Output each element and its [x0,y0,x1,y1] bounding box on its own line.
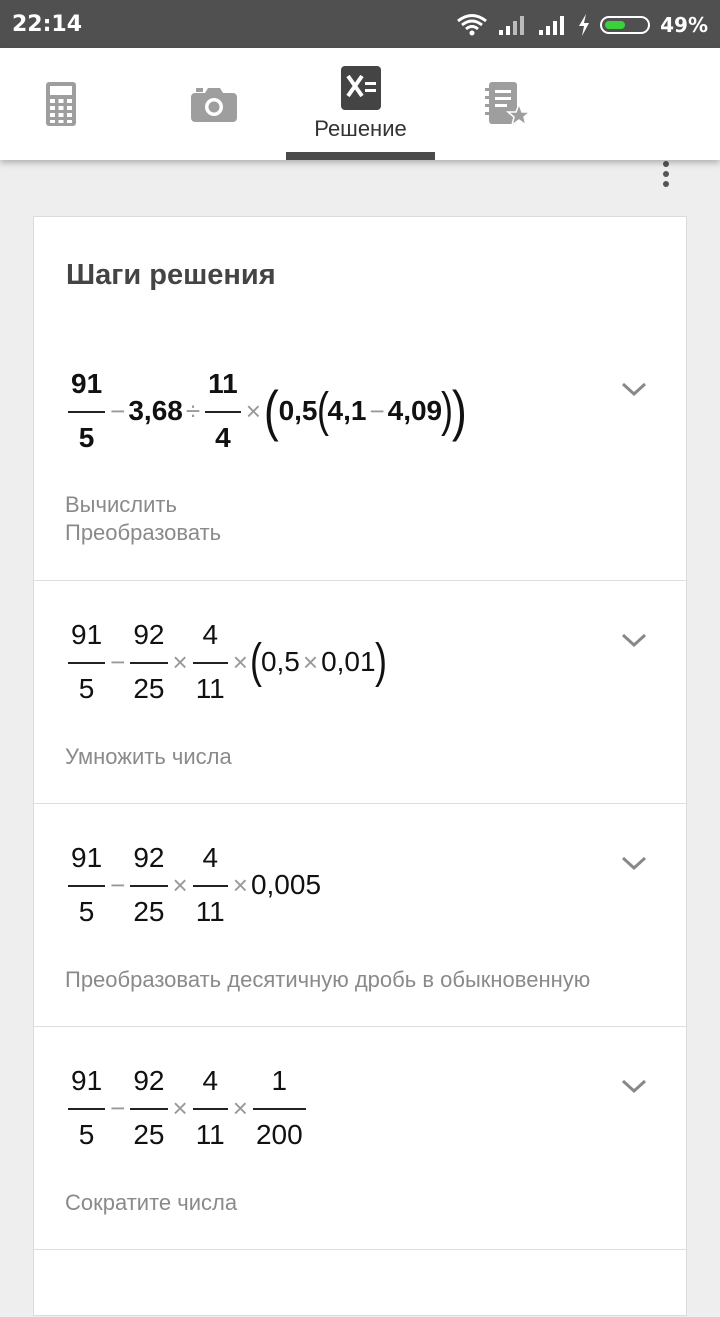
paren: ) [451,379,467,442]
paren: ( [263,379,279,442]
operator: × [302,646,319,677]
tab-solution-label: Решение [314,116,407,141]
paren: ) [374,635,387,688]
number: 4,1 [327,395,367,426]
tab-saved[interactable] [480,48,536,160]
fraction: $\frac{92}{25}$ [130,620,167,704]
fraction: $\frac{11}{4}$ [205,369,241,453]
calculator-icon [46,82,76,126]
saved-notes-icon [485,82,531,126]
step-description: Вычислить Преобразовать [65,492,222,545]
step-description: Преобразовать десятичную дробь в обыкновенную [65,967,591,992]
paren: ) [441,384,454,437]
operator: × [232,869,248,900]
operator: − [110,646,126,677]
operator: × [232,1092,248,1123]
signal-icon-2 [538,14,568,36]
solution-steps-card [33,216,687,1316]
chevron-down-icon[interactable] [620,626,648,654]
step-expression [66,369,467,453]
fraction: $\frac{91}{5}$ [68,369,105,453]
number: 0,005 [250,869,322,900]
step-expression [66,620,386,704]
number: 4,09 [387,395,443,426]
solution-step-2[interactable] [34,580,686,804]
step-description: Умножить числа [65,744,232,769]
card-title: Шаги решения [66,259,276,291]
solution-step-4[interactable] [34,1026,686,1250]
fraction: $\frac{91}{5}$ [68,620,105,704]
operator: − [110,395,126,426]
fraction: $\frac{1}{200}$ [253,1066,306,1150]
solution-step-3[interactable] [34,803,686,1027]
step-expression [66,843,321,927]
battery-percent: 49% [660,13,708,37]
battery-icon [600,16,650,34]
paren: ( [316,384,329,437]
tab-solution[interactable] [286,48,435,160]
fraction: $\frac{91}{5}$ [68,1066,105,1150]
wifi-icon [456,13,488,37]
operator: − [110,869,126,900]
solution-step-5[interactable] [34,1249,686,1317]
fraction: $\frac{91}{5}$ [68,843,105,927]
fraction: $\frac{4}{11}$ [193,1066,228,1150]
solution-icon [341,66,381,110]
status-time: 22:14 [12,12,83,37]
operator: × [172,646,188,677]
operator: × [172,869,188,900]
chevron-down-icon[interactable] [620,849,648,877]
fraction: $\frac{92}{25}$ [130,843,167,927]
fraction: $\frac{4}{11}$ [193,843,228,927]
signal-icon [498,14,528,36]
camera-icon [191,86,237,122]
solution-step-1[interactable] [34,329,686,581]
paren: ( [249,635,262,688]
number: 0,01 [321,646,376,677]
step-description: Сократите числа [65,1190,238,1215]
fraction: $\frac{4}{11}$ [193,620,228,704]
operator: − [110,1092,126,1123]
number: 3,68 [128,395,183,426]
tab-selected-indicator [286,152,435,160]
operator: ÷ [185,395,201,426]
tab-camera[interactable] [183,48,245,160]
operator: × [245,395,261,426]
more-options-icon[interactable] [660,158,672,190]
status-icons [456,10,708,40]
tab-bar [0,48,720,160]
step-expression [66,1066,308,1150]
number: 0,5 [278,395,318,426]
operator: × [232,646,248,677]
operator: − [369,395,385,426]
charging-icon [578,14,590,36]
chevron-down-icon[interactable] [620,375,648,403]
number: 0,5 [260,646,300,677]
chevron-down-icon[interactable] [620,1072,648,1100]
tab-calculator[interactable] [31,48,91,160]
fraction: $\frac{92}{25}$ [130,1066,167,1150]
operator: × [172,1092,188,1123]
status-bar [0,0,720,48]
